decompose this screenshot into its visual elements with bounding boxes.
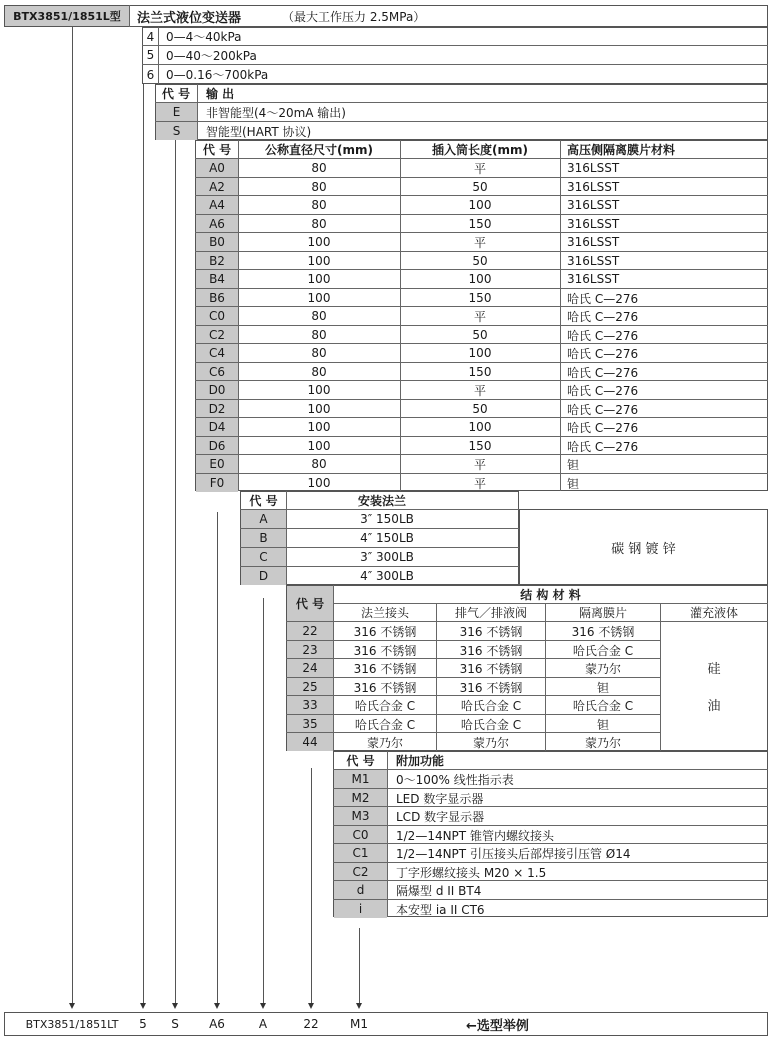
insert-length: 平 (473, 309, 486, 324)
vent-valve-header: 排气／排液阀 (454, 606, 527, 620)
diaphragm-material: 316LSST (567, 161, 620, 175)
flange-code-header: 代 号 (249, 494, 278, 508)
insert-length: 100 (468, 346, 492, 360)
vent-valve-material: 316 不锈钢 (459, 624, 523, 639)
isolation-diaphragm-material: 钽 (596, 717, 609, 732)
flange-code: D (241, 567, 286, 585)
diaphragm-material: 钽 (567, 457, 580, 472)
output-code: S (156, 122, 197, 140)
diaphragm-material-header: 高压侧隔离膜片材料 (567, 143, 676, 157)
additional-code: C0 (334, 826, 387, 844)
nominal-diameter: 100 (307, 272, 331, 286)
diaphragm-material: 哈氏 C—276 (567, 291, 639, 306)
diaphragm-code: A0 (196, 159, 238, 177)
diaphragm-material: 哈氏 C—276 (567, 328, 639, 343)
diaphragm-code: A2 (196, 178, 238, 196)
insert-length: 50 (472, 402, 488, 416)
additional-function: 1/2—14NPT 锥管内螺纹接头 (396, 828, 554, 843)
arrow-diaphragm (214, 1003, 220, 1009)
output-code-header: 代 号 (161, 87, 191, 101)
example-additional: M1 (350, 1017, 368, 1031)
range-code: 6 (146, 67, 155, 82)
diaphragm-code: D2 (196, 400, 238, 418)
range-desc: 0—4～40kPa (166, 30, 242, 44)
nominal-diameter: 100 (307, 254, 331, 268)
flange-joint-material: 316 不锈钢 (353, 661, 417, 676)
structure-code: 22 (287, 622, 333, 640)
fill-fluid-header: 灌充液体 (689, 606, 738, 620)
isolation-diaphragm-material: 蒙乃尔 (584, 735, 621, 750)
insert-length-header: 插入筒长度(mm) (432, 143, 528, 157)
additional-header: 附加功能 (396, 754, 445, 768)
nominal-diameter: 100 (307, 383, 331, 397)
example-range: 5 (139, 1017, 147, 1031)
arrow-flange (260, 1003, 266, 1009)
additional-function: 0～100% 线性指示表 (396, 772, 514, 787)
diaphragm-code-header: 代 号 (202, 143, 232, 157)
diaphragm-code: C0 (196, 307, 238, 325)
flange-size: 3″ 150LB (360, 512, 414, 526)
flange-header: 安装法兰 (357, 494, 406, 508)
flange-code: B (241, 529, 286, 547)
isolation-diaphragm-material: 钽 (596, 680, 609, 695)
structure-code: 35 (287, 715, 333, 733)
flange-size: 4″ 300LB (360, 569, 414, 583)
connector-output (175, 140, 176, 1005)
nominal-diameter: 80 (311, 309, 327, 323)
insert-length: 100 (468, 198, 492, 212)
vent-valve-material: 316 不锈钢 (459, 661, 523, 676)
output-desc: 智能型(HART 协议) (206, 124, 312, 139)
flange-size: 3″ 300LB (360, 550, 414, 564)
isolation-diaphragm-material: 哈氏合金 C (572, 643, 634, 658)
isolation-diaphragm-material: 蒙乃尔 (584, 661, 621, 676)
range-desc: 0—0.16～700kPa (166, 68, 269, 82)
insert-length: 150 (468, 365, 492, 379)
diaphragm-material: 316LSST (567, 217, 620, 231)
fill-fluid-char-1: 硅 (707, 661, 721, 677)
nominal-diameter: 100 (307, 402, 331, 416)
diaphragm-code: D6 (196, 437, 238, 455)
structure-code: 44 (287, 733, 333, 751)
arrow-range (140, 1003, 146, 1009)
flange-code: A (241, 510, 286, 528)
additional-function: 本安型 ia II CT6 (396, 902, 485, 917)
connector-structure (311, 768, 312, 1005)
connector-range (143, 84, 144, 1005)
nominal-diameter: 80 (311, 217, 327, 231)
diaphragm-code: C6 (196, 363, 238, 381)
example-output: S (171, 1017, 179, 1031)
nominal-diameter: 80 (311, 457, 327, 471)
diaphragm-material: 钽 (567, 476, 580, 491)
diaphragm-code: A6 (196, 215, 238, 233)
insert-length: 150 (468, 217, 492, 231)
diaphragm-material: 316LSST (567, 235, 620, 249)
additional-function: 1/2—14NPT 引压接头后部焊接引压管 Ø14 (396, 846, 631, 861)
insert-length: 平 (473, 457, 486, 472)
structure-code: 25 (287, 678, 333, 696)
nominal-diameter: 80 (311, 346, 327, 360)
insert-length: 100 (468, 272, 492, 286)
vent-valve-material: 蒙乃尔 (472, 735, 509, 750)
structure-code: 24 (287, 659, 333, 677)
range-code: 4 (146, 29, 155, 44)
arrow-additional (356, 1003, 362, 1009)
range-code: 5 (146, 48, 155, 62)
nominal-diameter: 100 (307, 476, 331, 490)
flange-joint-material: 316 不锈钢 (353, 643, 417, 658)
nominal-diameter: 100 (307, 439, 331, 453)
arrow-model (69, 1003, 75, 1009)
arrow-structure (308, 1003, 314, 1009)
example-model: BTX3851/1851LT (25, 1017, 119, 1031)
insert-length: 150 (468, 439, 492, 453)
example-flange: A (258, 1017, 268, 1031)
diaphragm-code: D4 (196, 418, 238, 436)
additional-code-header: 代 号 (346, 754, 375, 768)
model-title: BTX3851/1851L型 (5, 6, 129, 26)
nominal-diameter-header: 公称直径尺寸(mm) (265, 143, 373, 157)
diaphragm-code: F0 (196, 474, 238, 492)
diaphragm-code: D0 (196, 381, 238, 399)
insert-length: 150 (468, 291, 492, 305)
vent-valve-material: 哈氏合金 C (460, 698, 522, 713)
connector-flange (263, 598, 264, 1005)
additional-code: i (334, 900, 387, 918)
structure-code: 23 (287, 641, 333, 659)
isolation-diaphragm-header: 隔离膜片 (578, 606, 627, 620)
flange-joint-material: 316 不锈钢 (353, 680, 417, 695)
insert-length: 100 (468, 420, 492, 434)
diaphragm-code: B2 (196, 252, 238, 270)
diaphragm-material: 哈氏 C—276 (567, 383, 639, 398)
isolation-diaphragm-material: 哈氏合金 C (572, 698, 634, 713)
example-structure: 22 (303, 1017, 319, 1031)
diaphragm-material: 哈氏 C—276 (567, 402, 639, 417)
diaphragm-code: C4 (196, 344, 238, 362)
flange-code: C (241, 548, 286, 566)
diaphragm-code: E0 (196, 455, 238, 473)
diaphragm-code: B0 (196, 233, 238, 251)
additional-function: 丁字形螺纹接头 M20 × 1.5 (396, 865, 547, 880)
diaphragm-code: C2 (196, 326, 238, 344)
diaphragm-code: B6 (196, 289, 238, 307)
diaphragm-material: 316LSST (567, 272, 620, 286)
additional-function: LCD 数字显示器 (396, 809, 485, 824)
additional-code: C2 (334, 863, 387, 881)
nominal-diameter: 80 (311, 198, 327, 212)
nominal-diameter: 80 (311, 161, 327, 175)
additional-function: 隔爆型 d II BT4 (396, 883, 482, 898)
example-diaphragm: A6 (209, 1017, 225, 1031)
insert-length: 50 (472, 254, 488, 268)
additional-code: M1 (334, 770, 387, 788)
max-pressure: （最大工作压力 2.5MPa） (282, 9, 426, 24)
example-label: ←选型举例 (466, 1018, 529, 1034)
insert-length: 平 (473, 161, 486, 176)
flange-joint-material: 蒙乃尔 (366, 735, 403, 750)
nominal-diameter: 80 (311, 365, 327, 379)
fill-fluid-char-2: 油 (707, 698, 721, 714)
flange-joint-material: 哈氏合金 C (354, 698, 416, 713)
diaphragm-material: 哈氏 C—276 (567, 365, 639, 380)
isolation-diaphragm-material: 316 不锈钢 (571, 624, 635, 639)
output-header: 输 出 (206, 87, 235, 101)
connector-additional (359, 928, 360, 1005)
nominal-diameter: 100 (307, 291, 331, 305)
diaphragm-code: A4 (196, 196, 238, 214)
nominal-diameter: 80 (311, 328, 327, 342)
additional-code: M3 (334, 807, 387, 825)
nominal-diameter: 80 (311, 180, 327, 194)
range-desc: 0—40～200kPa (166, 48, 257, 63)
additional-code: M2 (334, 789, 387, 807)
connector-diaphragm (217, 512, 218, 1005)
output-code: E (156, 103, 197, 121)
flange-size: 4″ 150LB (360, 531, 414, 545)
insert-length: 平 (473, 383, 486, 398)
structure-code: 33 (287, 696, 333, 714)
diaphragm-code: B4 (196, 270, 238, 288)
vent-valve-material: 316 不锈钢 (459, 643, 523, 658)
flange-material: 碳 钢 镀 锌 (611, 541, 676, 557)
nominal-diameter: 100 (307, 420, 331, 434)
product-name: 法兰式液位变送器 (137, 10, 242, 26)
arrow-output (172, 1003, 178, 1009)
diaphragm-material: 316LSST (567, 254, 620, 268)
additional-function: LED 数字显示器 (396, 791, 484, 806)
insert-length: 平 (473, 476, 486, 491)
flange-joint-header: 法兰接头 (360, 606, 409, 620)
output-desc: 非智能型(4～20mA 输出) (206, 105, 346, 120)
diaphragm-material: 316LSST (567, 180, 620, 194)
flange-joint-material: 哈氏合金 C (354, 717, 416, 732)
vent-valve-material: 哈氏合金 C (460, 717, 522, 732)
insert-length: 50 (472, 180, 488, 194)
diaphragm-material: 哈氏 C—276 (567, 420, 639, 435)
structure-code-header: 代 号 (287, 586, 333, 621)
connector-model (72, 27, 73, 1005)
vent-valve-material: 316 不锈钢 (459, 680, 523, 695)
insert-length: 平 (473, 235, 486, 250)
additional-code: C1 (334, 844, 387, 862)
diaphragm-material: 哈氏 C—276 (567, 439, 639, 454)
nominal-diameter: 100 (307, 235, 331, 249)
diaphragm-material: 哈氏 C—276 (567, 346, 639, 361)
structure-title: 结 构 材 料 (520, 588, 581, 602)
diaphragm-material: 316LSST (567, 198, 620, 212)
flange-joint-material: 316 不锈钢 (353, 624, 417, 639)
insert-length: 50 (472, 328, 488, 342)
diaphragm-material: 哈氏 C—276 (567, 309, 639, 324)
additional-code: d (334, 881, 387, 899)
